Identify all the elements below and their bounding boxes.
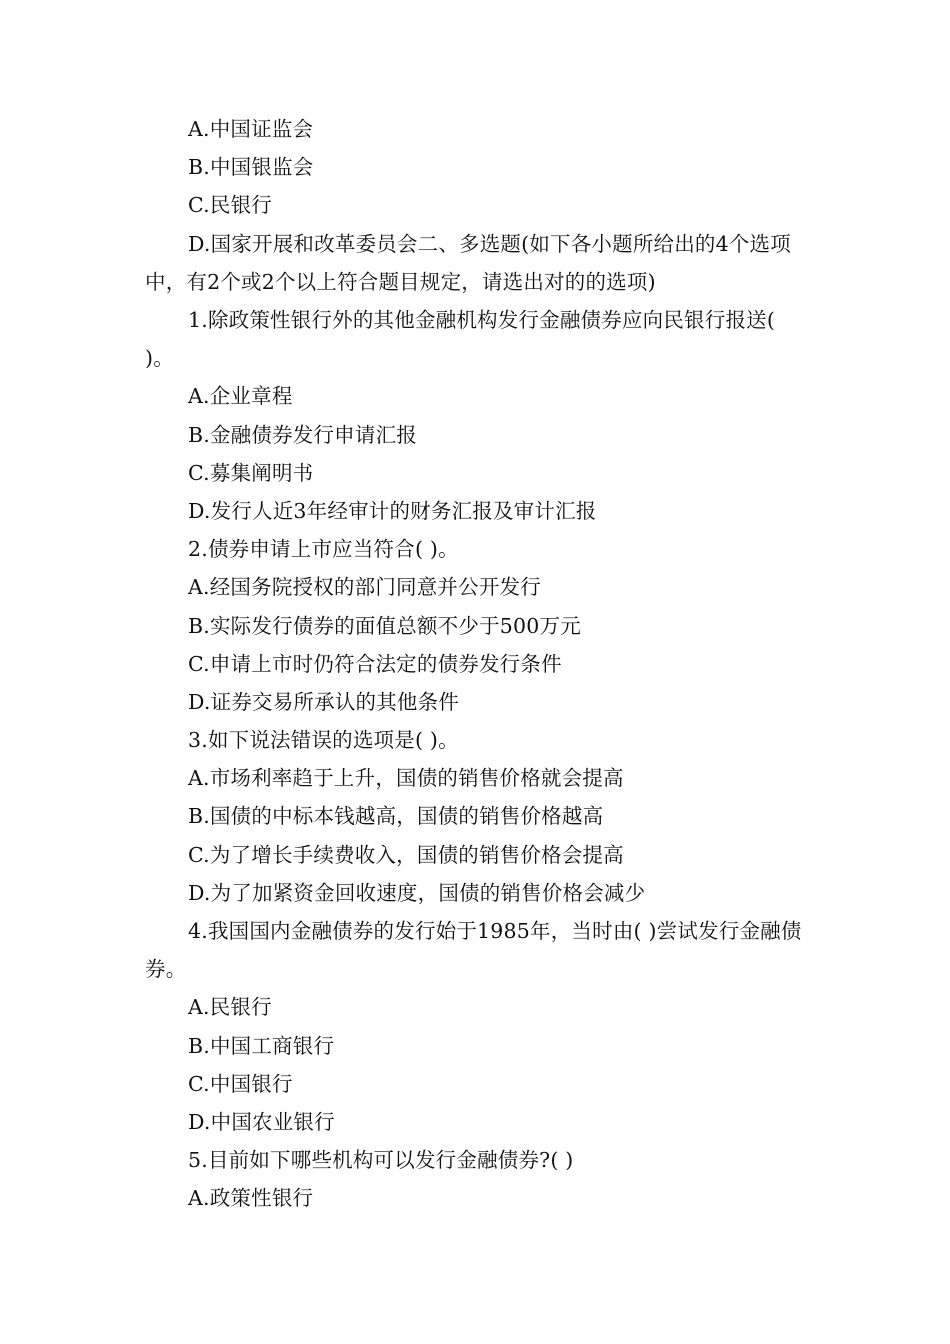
option-line: A.经国务院授权的部门同意并公开发行 [188, 575, 541, 600]
option-line: A.中国证监会 [188, 117, 314, 141]
option-line: D.为了加紧资金回收速度，国债的销售价格会减少 [188, 880, 646, 905]
option-line: C.募集阐明书 [188, 460, 314, 485]
question-line: 1.除政策性银行外的其他金融机构发行金融债券应向民银行报送( )。 [145, 307, 776, 371]
option-line: A.政策性银行 [188, 1186, 314, 1211]
option-line: A.民银行 [188, 995, 272, 1020]
option-line: B.中国银监会 [188, 155, 314, 180]
question-line: 5.目前如下哪些机构可以发行金融债券?( ) [188, 1148, 574, 1173]
option-line: C.中国银行 [188, 1071, 293, 1096]
option-line: C.民银行 [188, 193, 272, 218]
option-line: A.市场利率趋于上升，国债的销售价格就会提高 [188, 766, 624, 791]
question-line: 4.我国国内金融债券的发行始于1985年，当时由( )尝试发行金融债券。 [145, 919, 802, 982]
option-line: B.金融债券发行申请汇报 [188, 422, 417, 447]
option-line: C.为了增长手续费收入，国债的销售价格会提高 [188, 842, 624, 867]
question-line: 3.如下说法错误的选项是( )。 [188, 728, 459, 753]
option-line: D.发行人近3年经审计的财务汇报及审计汇报 [188, 498, 597, 523]
question-line: 2.债券申请上市应当符合( )。 [188, 537, 459, 562]
option-line: D.证券交易所承认的其他条件 [188, 689, 460, 714]
option-line: C.申请上市时仍符合法定的债券发行条件 [188, 651, 562, 676]
section-heading-line: D.国家开展和改革委员会二、多选题(如下各小题所给出的4个选项中，有2个或2个以上符合题目规定，请选出对的的选项) [145, 231, 791, 294]
option-line: D.中国农业银行 [188, 1109, 335, 1134]
document-body [145, 110, 805, 1218]
option-line: A.企业章程 [188, 384, 293, 409]
option-line: B.实际发行债券的面值总额不少于500万元 [188, 613, 581, 638]
option-line: B.国债的中标本钱越高，国债的销售价格越高 [188, 804, 604, 829]
option-line: B.中国工商银行 [188, 1033, 335, 1058]
